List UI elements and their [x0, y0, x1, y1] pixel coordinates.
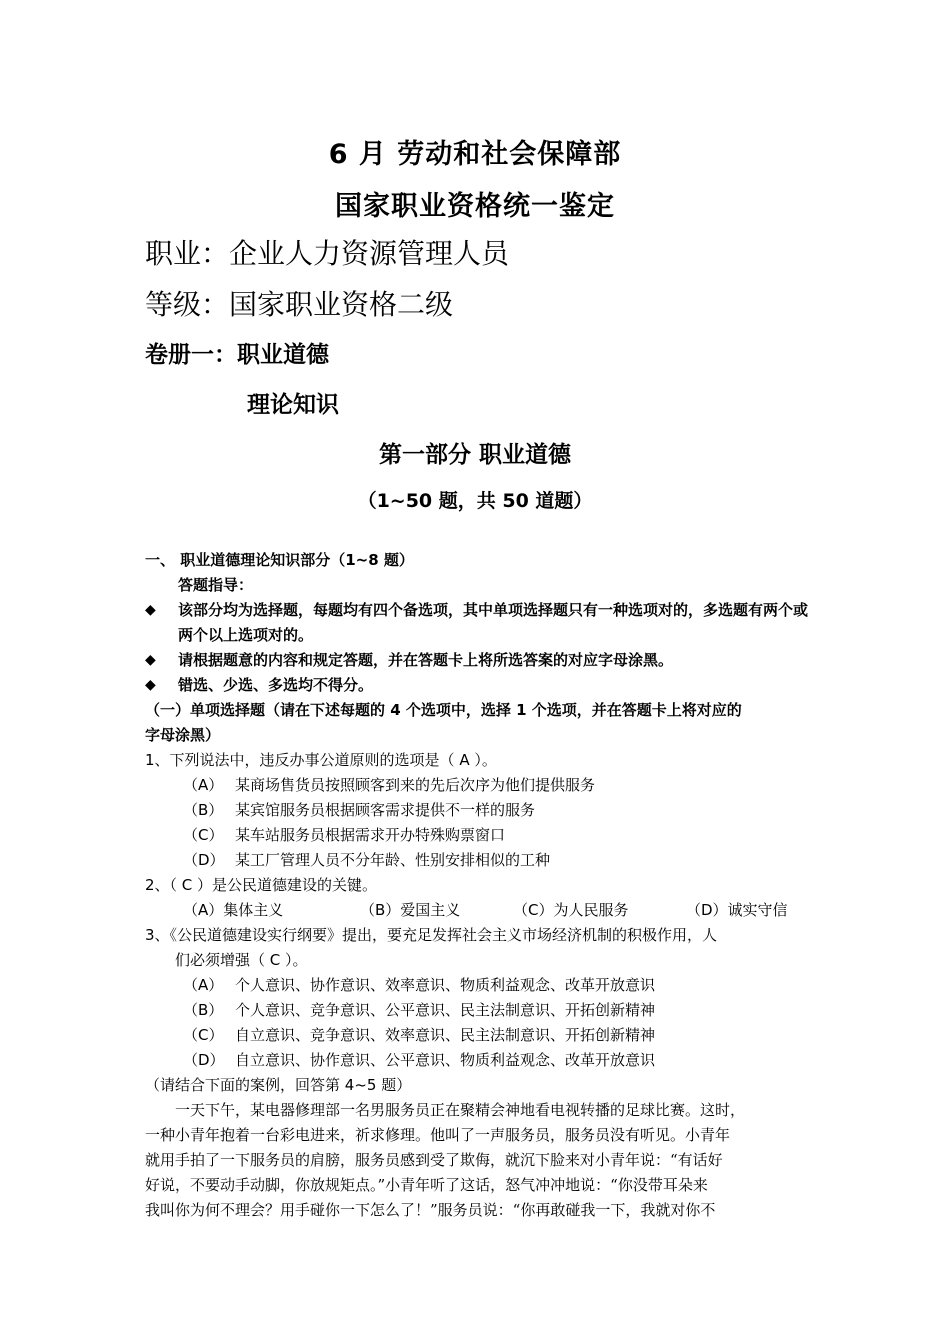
question-1-option-b [183, 798, 535, 823]
level-line: 等级：国家职业资格二级 [145, 288, 454, 321]
option-label: （A） [183, 976, 224, 994]
part-range: （1~50 题，共 50 道题） [357, 490, 593, 512]
volume-subtitle: 理论知识 [247, 392, 339, 418]
diamond-bullet-icon: ◆ [145, 652, 156, 668]
occupation-line: 职业：企业人力资源管理人员 [145, 237, 510, 270]
case-line: 就用手拍了一下服务员的肩膀，服务员感到受了欺侮，就沉下脸来对小青年说：“有话好 [145, 1151, 723, 1169]
guide-bullet-text: 错选、少选、多选均不得分。 [178, 676, 374, 694]
volume-line: 卷册一：职业道德 [145, 342, 329, 368]
guide-bullet-2 [145, 648, 815, 673]
question-2-options [0, 898, 950, 923]
option-text: 自立意识、竞争意识、效率意识、民主法制意识、开拓创新精神 [235, 1026, 656, 1044]
option-label: （B） [183, 1001, 224, 1019]
question-2-option-b: （B）爱国主义 [360, 901, 461, 919]
guide-bullet-text: 请根据题意的内容和规定答题，并在答题卡上将所选答案的对应字母涂黑。 [178, 651, 674, 669]
case-paragraph [145, 1098, 817, 1223]
option-text: 个人意识、竞争意识、公平意识、民主法制意识、开拓创新精神 [235, 1001, 656, 1019]
case-line: 好说，不要动手动脚，你放规矩点。”小青年听了这话，怒气冲冲地说：“你没带耳朵来 [145, 1176, 708, 1194]
part-title: 第一部分 职业道德 [378, 442, 571, 468]
option-label: （B） [183, 801, 224, 819]
option-text: 某车站服务员根据需求开办特殊购票窗口 [235, 826, 506, 844]
diamond-bullet-icon: ◆ [145, 602, 156, 618]
case-line: 一种小青年抱着一台彩电进来，祈求修理。他叫了一声服务员，服务员没有听见。小青年 [145, 1126, 731, 1144]
option-label: （C） [183, 826, 224, 844]
option-label: （D） [183, 851, 225, 869]
option-label: （A） [183, 776, 224, 794]
case-line: 一天下午，某电器修理部一名男服务员正在聚精会神地看电视转播的足球比赛。这时， [145, 1101, 746, 1119]
question-2-option-d: （D）诚实守信 [686, 901, 788, 919]
question-1-option-a [183, 773, 595, 798]
question-2-option-a: （A）集体主义 [183, 901, 284, 919]
question-2-option-c: （C）为人民服务 [513, 901, 629, 919]
guide-bullet-text: 该部分均为选择题，每题均有四个备选项，其中单项选择题只有一种选项对的，多选题有两个或两个以上选项对的。 [178, 601, 809, 644]
option-text: 自立意识、协作意识、公平意识、物质利益观念、改革开放意识 [235, 1051, 656, 1069]
question-2-stem: 2、（ C ）是公民道德建设的关键。 [145, 876, 378, 894]
guide-label: 答题指导： [178, 576, 254, 594]
guide-bullet-3 [145, 673, 815, 698]
question-3-option-d [183, 1048, 655, 1073]
case-note: （请结合下面的案例，回答第 4~5 题） [145, 1076, 412, 1094]
question-3-option-b [183, 998, 655, 1023]
question-3-stem-line-1: 3、《公民道德建设实行纲要》提出，要充足发挥社会主义市场经济机制的积极作用，人 [145, 926, 718, 944]
case-line: 我叫你为何不理会？用手碰你一下怎么了！”服务员说：“你再敢碰我一下，我就对你不 [145, 1201, 716, 1219]
option-text: 某商场售货员按照顾客到来的先后次序为他们提供服务 [235, 776, 596, 794]
title-line-1: 6 月 劳动和社会保障部 [328, 139, 622, 170]
single-choice-heading-1: （一）单项选择题（请在下述每题的 4 个选项中，选择 1 个选项，并在答题卡上将对应的 [145, 701, 742, 719]
question-3-option-c [183, 1023, 655, 1048]
option-label: （D） [183, 1051, 225, 1069]
question-3-stem-line-2: 们必须增强（ C ）。 [175, 951, 308, 969]
question-1-option-d [183, 848, 550, 873]
question-1-stem: 1、下列说法中，违反办事公道原则的选项是（ A ）。 [145, 751, 497, 769]
diamond-bullet-icon: ◆ [145, 677, 156, 693]
option-text: 某工厂管理人员不分年龄、性别安排相似的工种 [235, 851, 551, 869]
question-3-option-a [183, 973, 655, 998]
title-line-2: 国家职业资格统一鉴定 [335, 191, 615, 222]
option-text: 某宾馆服务员根据顾客需求提供不一样的服务 [235, 801, 536, 819]
section-heading: 一、 职业道德理论知识部分（1~8 题） [145, 551, 414, 569]
single-choice-heading-2: 字母涂黑） [145, 726, 221, 744]
option-text: 个人意识、协作意识、效率意识、物质利益观念、改革开放意识 [235, 976, 656, 994]
guide-bullet-1 [145, 598, 815, 648]
question-1-option-c [183, 823, 505, 848]
option-label: （C） [183, 1026, 224, 1044]
